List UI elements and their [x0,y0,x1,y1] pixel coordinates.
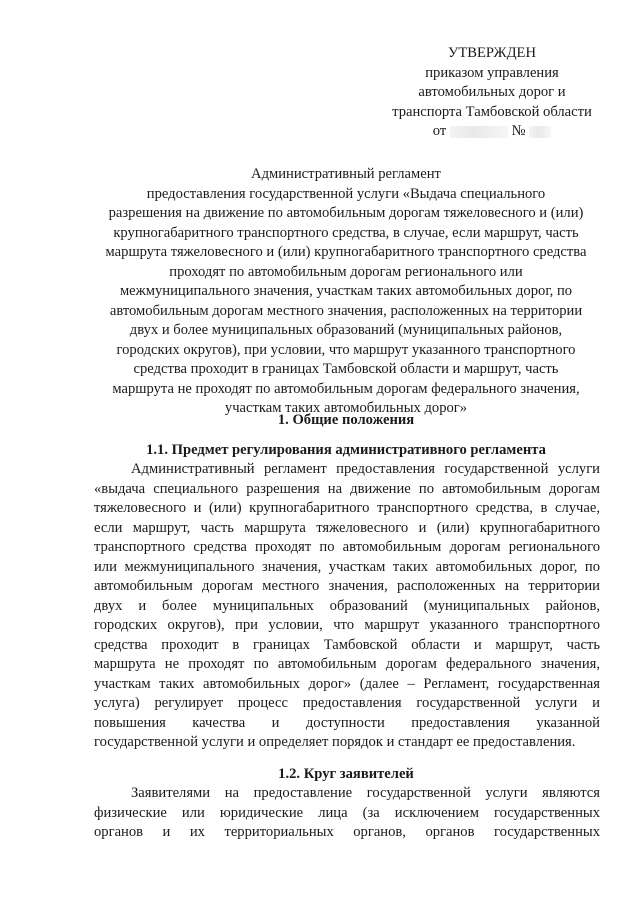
redacted-date [450,126,508,138]
subsection-1-1-heading: 1.1. Предмет регулирования административного регламента [146,442,546,458]
paragraph-line: государственной услуги и определяет порядок и стандарт ее предоставления. [94,734,576,750]
paragraph-line: повышения качества и доступности предоставления указанной [94,714,600,731]
title-line: разрешения на движение по автомобильным дорогам тяжеловесного и (или) [108,205,584,221]
subsection-1-2-body [94,784,600,843]
title-line: крупногабаритного транспортного средства, в случае, если маршрут, часть [113,224,579,241]
title-line: автомобильным дорогам местного значения, расположенных на территории [109,302,583,319]
paragraph-line: или межмуниципального значения, участкам таких автомобильных дорог, по [94,558,600,575]
approval-title: УТВЕРЖДЕН [448,45,536,61]
title-line: Административный регламент [251,166,441,182]
section-1-heading: 1. Общие положения [277,412,415,428]
title-line: средства проходит в границах Тамбовской области и маршрут, часть [133,361,559,377]
title-line: городских округов), при условии, что маршрут указанного транспортного [116,341,576,358]
approval-line-department: автомобильных дорог и [418,84,566,100]
title-line: маршрута тяжеловесного и (или) крупногабаритного транспортного средства [105,244,587,260]
title-line: маршрута не проходят по автомобильным дорогам федерального значения, [112,380,580,397]
approval-line-order: приказом управления [425,64,559,81]
paragraph-line: участкам таких автомобильных дорог» (далее – Регламент, государственная [94,675,600,692]
paragraph-line: если маршрут, часть маршрута тяжеловесного и (или) крупногабаритного [94,519,600,536]
approval-date-line [372,122,612,142]
redacted-number [529,126,551,138]
approval-stamp [372,44,612,142]
paragraph-line: физические или юридические лица (за исключением государственных [94,804,600,821]
paragraph-line: автомобильным дорогам местного значения, расположенных на территории [94,578,600,594]
title-line: двух и более муниципальных образований (муниципальных районов, [129,322,563,338]
subsection-1-1-body [94,460,600,753]
approval-date-prefix: от [432,123,447,139]
title-line: предоставления государственной услуги «Выдача специального [146,185,546,202]
title-line: межмуниципального значения, участкам таких автомобильных дорог, по [119,283,573,299]
approval-line-region: транспорта Тамбовской области [392,103,592,120]
paragraph-line: услуга) регулирует процесс предоставления государственной услуги и [94,695,600,711]
title-line: проходят по автомобильным дорогам регионального или [169,263,523,280]
paragraph-line: маршрута не проходят по автомобильным дорогам федерального значения, [94,656,600,672]
subsection-1-2-heading: 1.2. Круг заявителей [278,766,414,782]
paragraph-line: городских округов), при условии, что маршрут указанного транспортного [94,617,600,633]
regulation-title [94,165,598,419]
title-line: участкам таких автомобильных дорог» [224,400,468,416]
paragraph-line: «выдача специального разрешения на движение по автомобильным дорогам [94,480,600,497]
paragraph-line: органов и их территориальных органов, органов государственных [94,824,600,840]
paragraph-line: Заявителями на предоставление государственной услуги являются [131,785,600,801]
paragraph-line: двух и более муниципальных образований (муниципальных районов, [94,597,600,614]
paragraph-line: Административный регламент предоставления государственной услуги [131,461,600,477]
paragraph-line: тяжеловесного и (или) крупногабаритного транспортного средства, в случае, [94,500,600,516]
approval-number-sign: № [511,123,526,139]
paragraph-line: транспортного средства проходят по автомобильным дорогам регионального [94,539,600,555]
paragraph-line: средства проходит в границах Тамбовской области и маршрут, часть [94,636,600,653]
